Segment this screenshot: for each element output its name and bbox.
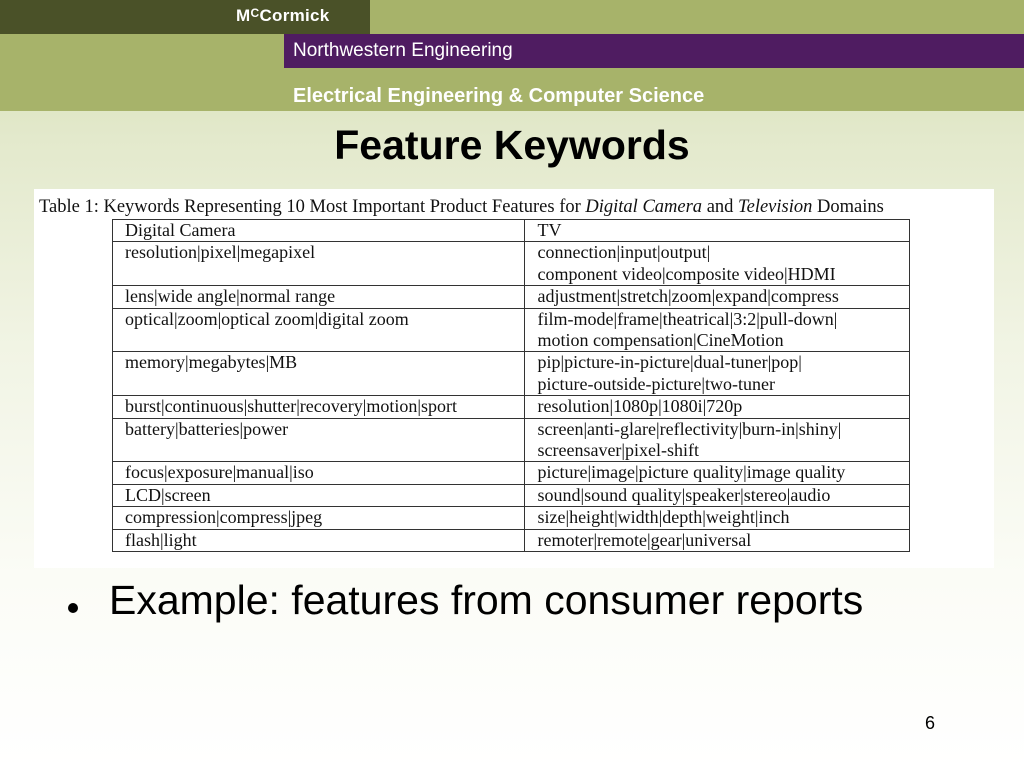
tv-keywords-cell: [525, 308, 910, 352]
tv-keyword-line: motion compensation|CineMotion: [537, 330, 784, 351]
camera-keywords-cell: LCD|screen: [113, 484, 525, 506]
table-row: [113, 507, 910, 529]
camera-keywords-cell: resolution|pixel|megapixel: [113, 242, 525, 286]
table-row: [113, 529, 910, 551]
tv-keywords-cell: [525, 242, 910, 286]
table-header-row: [113, 220, 910, 242]
keywords-table: [112, 219, 910, 552]
tv-keywords-cell: [525, 484, 910, 506]
table-row: [113, 396, 910, 418]
tv-keyword-line: connection|input|output|: [537, 242, 711, 263]
table-row: [113, 308, 910, 352]
tv-keywords-cell: [525, 352, 910, 396]
table-row: [113, 352, 910, 396]
table-row: [113, 462, 910, 484]
camera-keywords-cell: burst|continuous|shutter|recovery|motion|sport: [113, 396, 525, 418]
table-caption: Table 1: Keywords Representing 10 Most Important Product Features for Digital Camera and Television Domains: [39, 197, 884, 217]
keywords-table-body: [113, 220, 910, 552]
table-row: [113, 484, 910, 506]
camera-keywords-cell: flash|light: [113, 529, 525, 551]
table-row: [113, 286, 910, 308]
camera-keywords-cell: lens|wide angle|normal range: [113, 286, 525, 308]
column-header-digital-camera: Digital Camera: [113, 220, 525, 242]
table-row: [113, 418, 910, 462]
tv-keywords-cell: [525, 418, 910, 462]
tv-keyword-line: remoter|remote|gear|universal: [537, 529, 752, 550]
camera-keywords-cell: focus|exposure|manual|iso: [113, 462, 525, 484]
tv-keywords-cell: [525, 529, 910, 551]
camera-keywords-cell: optical|zoom|optical zoom|digital zoom: [113, 308, 525, 352]
camera-keywords-cell: memory|megabytes|MB: [113, 352, 525, 396]
header-band: [0, 0, 1024, 111]
bullet-text: Example: features from consumer reports: [109, 577, 864, 623]
table-row: [113, 242, 910, 286]
tv-keywords-cell: [525, 396, 910, 418]
tv-keywords-cell: [525, 507, 910, 529]
camera-keywords-cell: battery|batteries|power: [113, 418, 525, 462]
tv-keyword-line: screen|anti-glare|reflectivity|burn-in|shiny|: [537, 418, 842, 439]
northwestern-bar: [284, 34, 1024, 68]
slide-title: Feature Keywords: [334, 122, 690, 168]
department-label: Electrical Engineering & Computer Science: [293, 85, 705, 107]
tv-keyword-line: size|height|width|depth|weight|inch: [537, 507, 790, 528]
mccormick-logo: $M^CCormick$: [236, 6, 330, 25]
page-number: 6: [925, 713, 936, 733]
bullet-dot-icon: [68, 603, 78, 613]
tv-keyword-line: resolution|1080p|1080i|720p: [537, 396, 743, 417]
tv-keyword-line: film-mode|frame|theatrical|3:2|pull-down|: [537, 308, 838, 329]
tv-keyword-line: picture-outside-picture|two-tuner: [537, 373, 775, 394]
tv-keyword-line: screensaver|pixel-shift: [537, 440, 700, 461]
column-header-tv: TV: [525, 220, 910, 242]
tv-keywords-cell: [525, 286, 910, 308]
tv-keyword-line: adjustment|stretch|zoom|expand|compress: [537, 286, 839, 307]
tv-keyword-line: picture|image|picture quality|image quality: [537, 462, 846, 483]
camera-keywords-cell: compression|compress|jpeg: [113, 507, 525, 529]
tv-keywords-cell: [525, 462, 910, 484]
tv-keyword-line: sound|sound quality|speaker|stereo|audio: [537, 484, 831, 505]
mccormick-bar: [0, 0, 370, 34]
tv-keyword-line: component video|composite video|HDMI: [537, 263, 836, 284]
table-image: [34, 189, 994, 568]
northwestern-engineering-label: Northwestern Engineering: [293, 40, 513, 61]
tv-keyword-line: pip|picture-in-picture|dual-tuner|pop|: [537, 352, 802, 373]
